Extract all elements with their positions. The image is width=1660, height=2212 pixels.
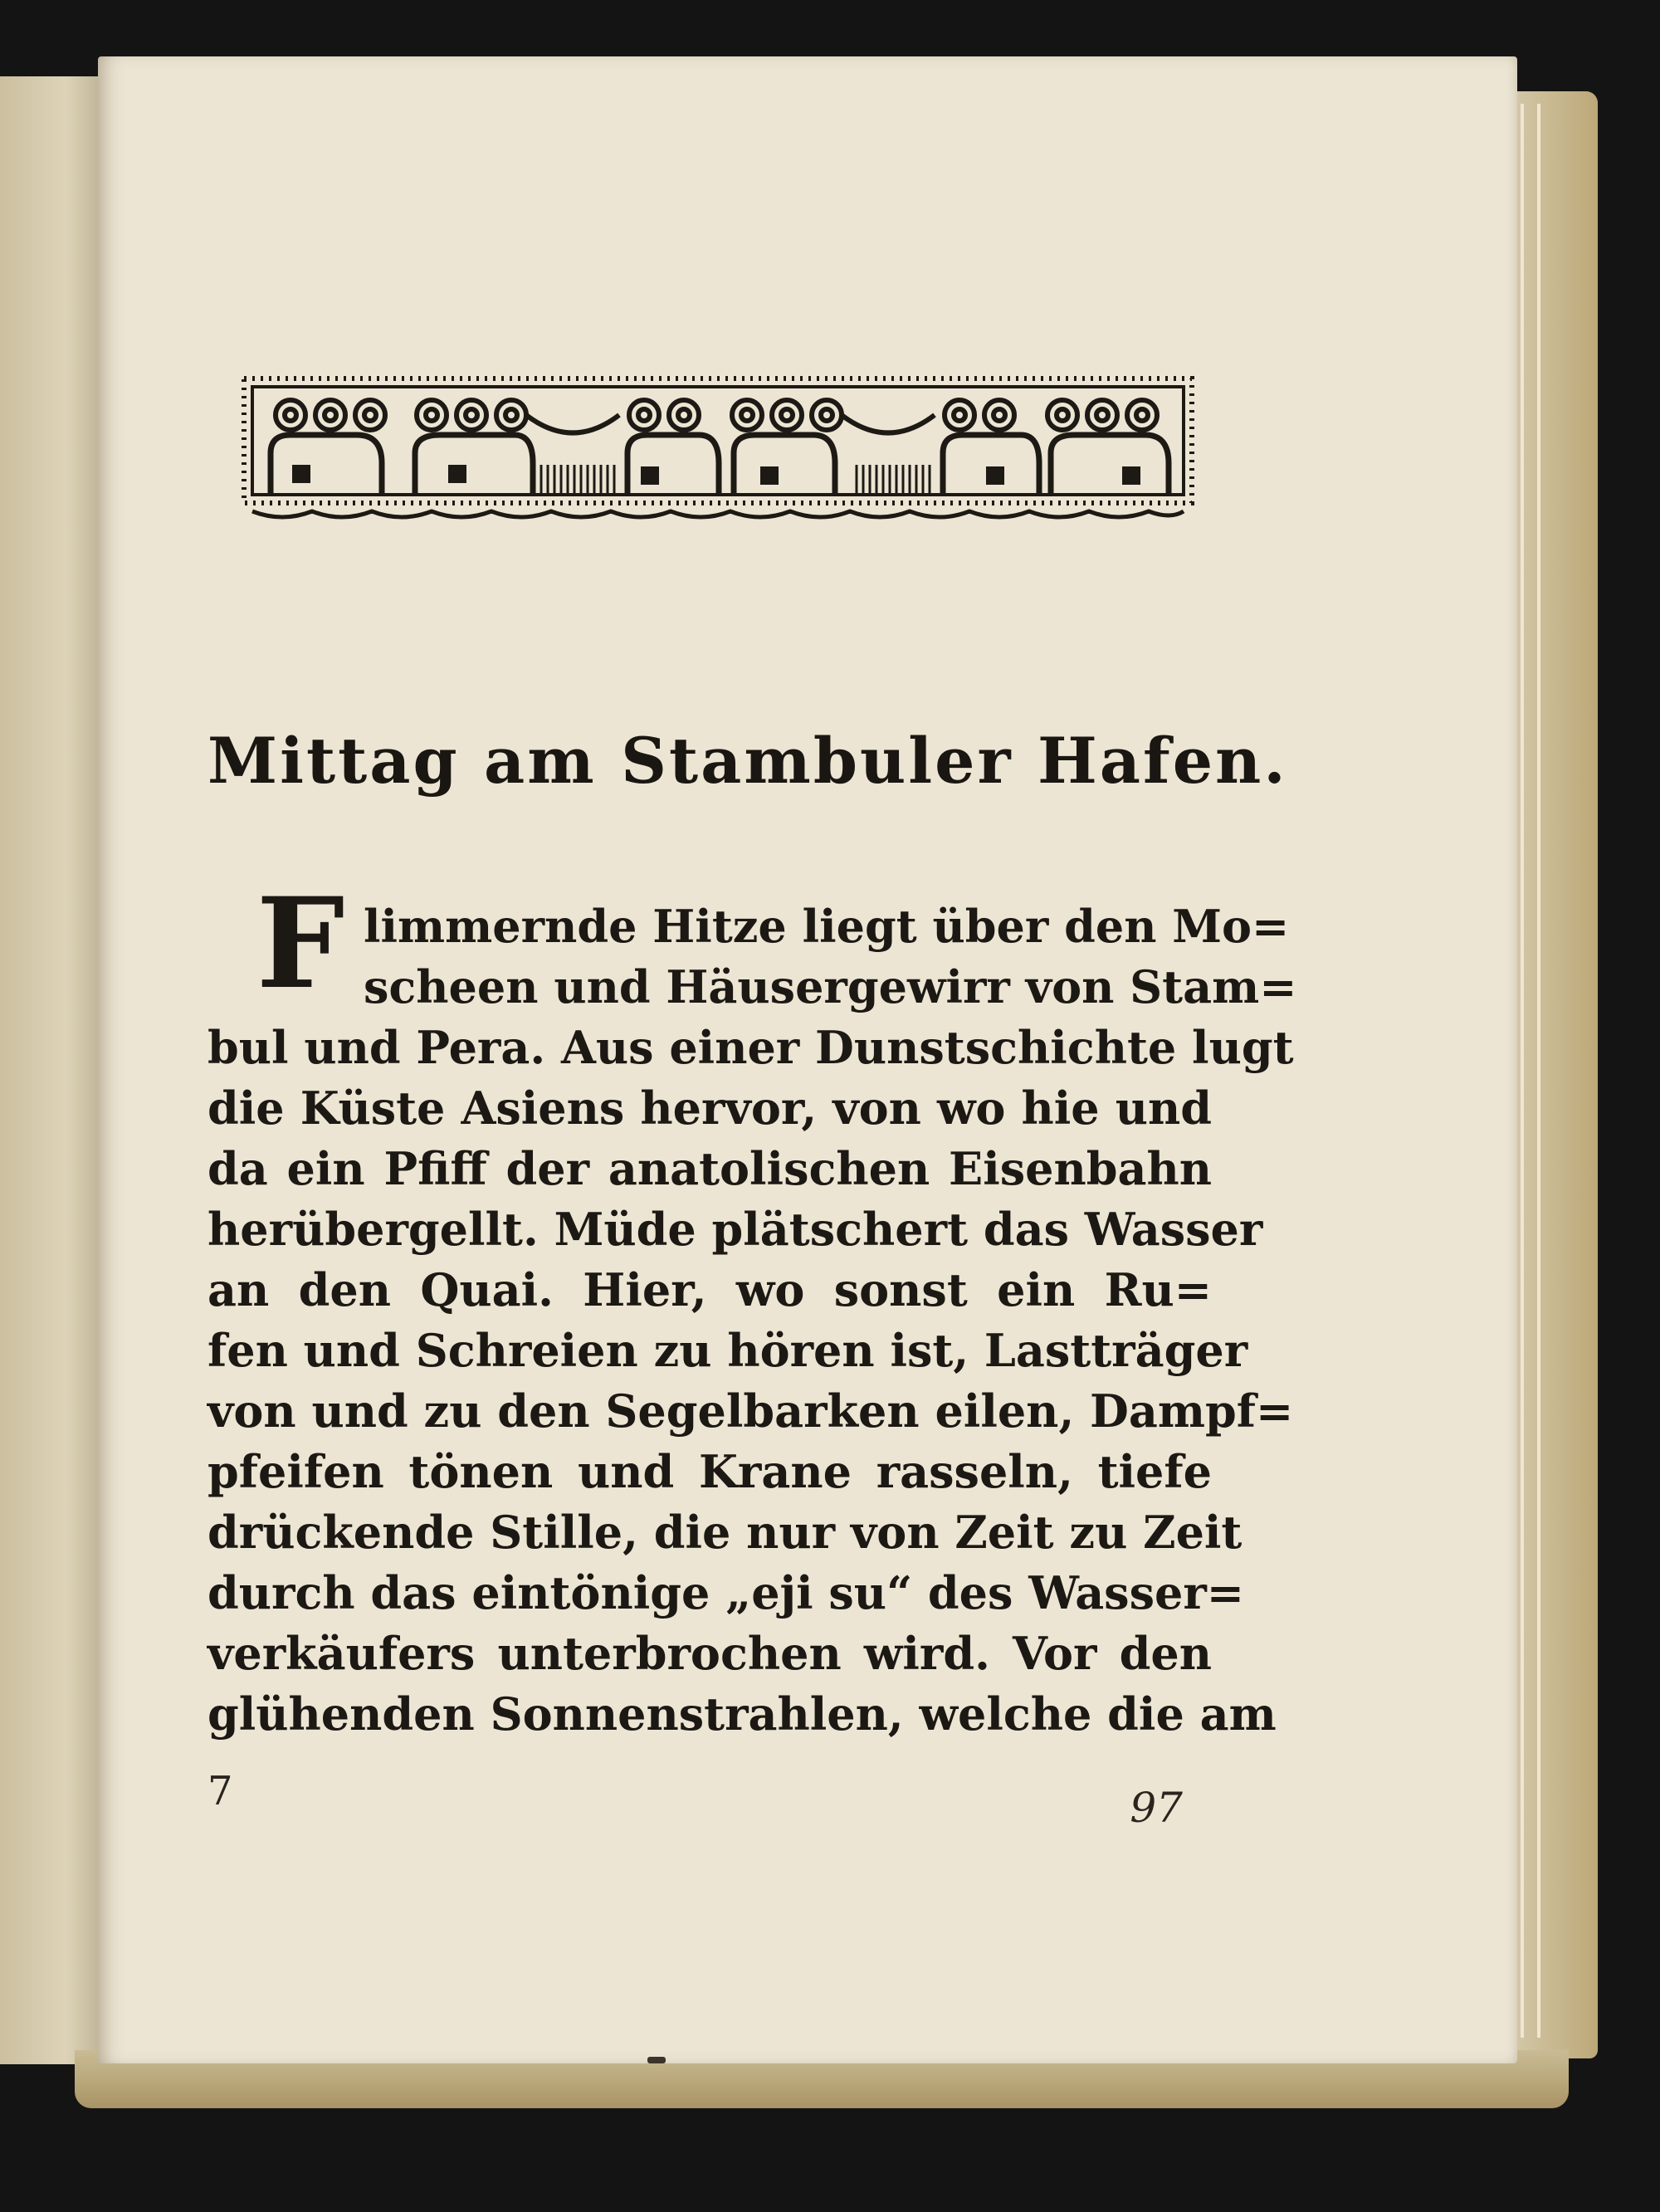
text-line: herübergellt. Müde plätschert das Wasser — [208, 1203, 1263, 1256]
drop-cap-initial: F — [256, 871, 345, 1017]
page-number: 97 — [1130, 1784, 1183, 1832]
text-line: drückende Stille, die nur von Zeit zu Zeit — [208, 1506, 1243, 1559]
text-line: da ein Pfiff der anatolischen Eisenbahn — [208, 1142, 1212, 1195]
text-line: scheen und Häusergewirr von Stam= — [364, 960, 1297, 1013]
text-line: durch das eintönige „eji su“ des Wasser= — [208, 1566, 1245, 1619]
header-ornament — [241, 372, 1195, 538]
facing-page-edge — [0, 76, 110, 2064]
chapter-title: Mittag am Stambuler Hafen. — [208, 724, 1288, 798]
text-line: verkäufers unterbrochen wird. Vor den — [208, 1627, 1212, 1680]
printer-signature-mark: 7 — [208, 1768, 233, 1814]
text-line: limmernde Hitze liegt über den Mo= — [364, 900, 1290, 953]
text-line: bul und Pera. Aus einer Dunstschichte lugt — [208, 1021, 1294, 1074]
text-line: fen und Schreien zu hören ist, Lastträger — [208, 1324, 1248, 1377]
text-line: an den Quai. Hier, wo sonst ein Ru= — [208, 1263, 1212, 1316]
page-edge-line — [1521, 104, 1524, 2038]
page-edge-line — [1537, 104, 1540, 2038]
paper-speck — [647, 2057, 666, 2063]
text-line: die Küste Asiens hervor, von wo hie und — [208, 1082, 1212, 1135]
text-line: pfeifen tönen und Krane rasseln, tiefe — [208, 1445, 1212, 1498]
text-line: von und zu den Segelbarken eilen, Dampf= — [208, 1384, 1294, 1438]
text-line: glühenden Sonnenstrahlen, welche die am — [208, 1687, 1277, 1741]
